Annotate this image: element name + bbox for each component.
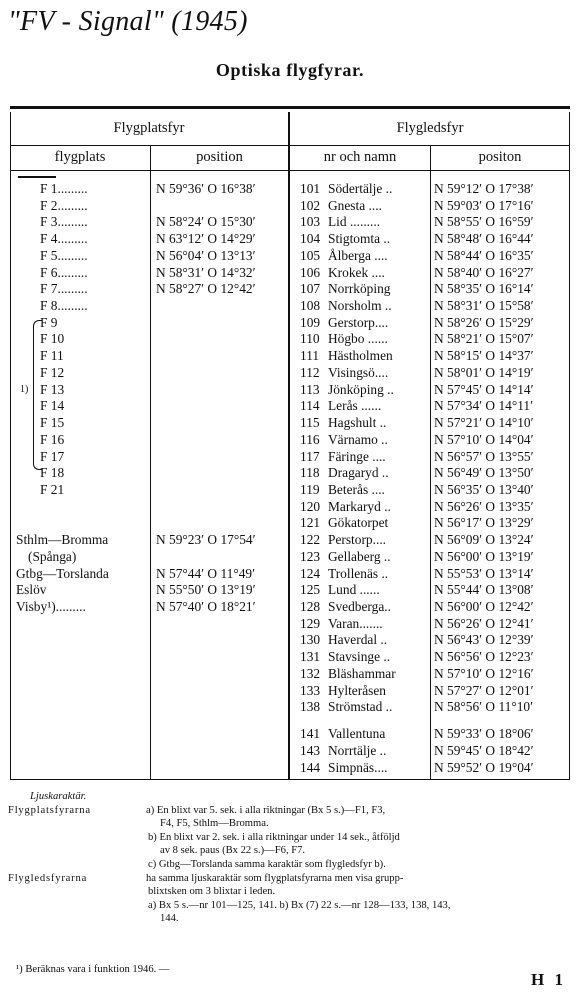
beacon-number: 128	[300, 599, 321, 614]
flygplatsfyr-row	[10, 415, 288, 432]
beacon-position: N 56°00′ O 13°19′	[434, 548, 534, 564]
page-title: "FV - Signal" (1945)	[8, 6, 248, 37]
flygplatsfyr-row	[10, 214, 288, 231]
beacon-name: Varan.......	[328, 615, 383, 631]
beacon-number: 111	[300, 348, 320, 364]
beacon-name: Perstorp....	[328, 532, 387, 548]
flygplats-name: F 12	[40, 364, 65, 380]
beacon-position: N 59°45′ O 18°42′	[434, 742, 534, 758]
civil-airport-row	[10, 599, 288, 616]
beacon-name: Svedberga..	[328, 599, 391, 614]
beacon-position: N 56°00′ O 12°42′	[434, 599, 534, 614]
beacon-name: Lund ......	[328, 582, 380, 598]
beacon-name: Visingsö....	[328, 364, 389, 380]
note-fl-ab: a) Bx 5 s.—nr 101—125, 141. b) Bx (7) 22 s.—nr 128—133, 138, 143,	[148, 899, 451, 911]
beacon-position: N 57°21′ O 14°10′	[434, 415, 534, 431]
beacon-position: N 57°27′ O 12°01′	[434, 682, 534, 698]
flygledsfyr-row	[290, 726, 570, 743]
flygledsfyr-row	[290, 231, 570, 248]
beacon-name: Dragaryd ..	[328, 465, 389, 481]
beacon-number: 124	[300, 565, 321, 581]
header-rule-2	[10, 170, 570, 171]
airport-position: N 59°23′ O 17°54′	[156, 532, 256, 548]
beacon-position: N 59°52′ O 19°04′	[434, 759, 534, 775]
beacon-table	[10, 112, 570, 780]
flygplats-position: N 58°27′ O 12°42′	[156, 281, 256, 297]
flygledsfyr-row	[290, 281, 570, 298]
flygledsfyr-row	[290, 265, 570, 282]
beacon-number: 120	[300, 498, 321, 514]
beacon-name: Gellaberg ..	[328, 548, 391, 564]
flygplats-position: N 56°04′ O 13°13′	[156, 247, 256, 263]
beacon-position: N 56°09′ O 13°24′	[434, 532, 534, 548]
beacon-position: N 56°49′ O 13°50′	[434, 465, 534, 481]
beacon-name: Strömstad ..	[328, 699, 393, 715]
flygledsfyr-row	[290, 566, 570, 583]
beacon-position: N 58°44′ O 16°35′	[434, 247, 534, 263]
flygplatsfyr-row	[10, 382, 288, 399]
flygledsfyr-row	[290, 666, 570, 683]
flygledsfyr-row	[290, 331, 570, 348]
flygledsfyr-row	[290, 499, 570, 516]
top-rule	[10, 106, 570, 109]
flygledsfyr-row	[290, 532, 570, 549]
flygledsfyr-row	[290, 599, 570, 616]
airport-name: Gtbg—Torslanda	[16, 565, 109, 581]
flygledsfyr-row	[290, 743, 570, 760]
flygplatsfyr-row	[10, 298, 288, 315]
beacon-name: Hästholmen	[328, 348, 393, 364]
flygplats-name: F 18	[40, 465, 65, 481]
subtitle: Optiska flygfyrar.	[215, 60, 365, 80]
flygledsfyr-row	[290, 415, 570, 432]
flygplatsfyr-row	[10, 181, 288, 198]
header-rule-1	[10, 145, 570, 146]
bracket-footnote-mark: 1)	[20, 384, 29, 395]
beacon-position: N 58°40′ O 16°27′	[434, 264, 534, 280]
airport-name: Eslöv	[16, 582, 47, 598]
beacon-name: Värnamo ..	[328, 431, 388, 447]
flygplatsfyr-row	[10, 231, 288, 248]
beacon-name: Hagshult ..	[328, 415, 387, 431]
flygplatsfyr-row	[10, 449, 288, 466]
beacon-position: N 58°31′ O 15°58′	[434, 298, 534, 314]
beacon-position: N 58°56′ O 11°10′	[434, 699, 534, 715]
beacon-number: 109	[300, 314, 321, 330]
beacon-position: N 57°34′ O 14°11′	[434, 398, 534, 414]
beacon-name: Hylteråsen	[328, 682, 387, 698]
beacon-position: N 58°26′ O 15°29′	[434, 314, 534, 330]
flygplats-name: F 5.........	[40, 247, 88, 263]
beacon-number: 119	[300, 481, 320, 497]
flygplats-position: N 58°24′ O 15°30′	[156, 214, 256, 230]
flygledsfyr-row	[290, 382, 570, 399]
note-fp-c: c) Gtbg—Torslanda samma karaktär som flygledsfyr b).	[148, 858, 386, 870]
beacon-name: Simpnäs....	[328, 759, 388, 775]
flygledsfyr-row	[290, 582, 570, 599]
beacon-name: Jönköping ..	[328, 381, 394, 397]
note-fl-ab2: 144.	[160, 913, 179, 925]
flygplats-name: F 7.........	[40, 281, 88, 297]
flygledsfyr-row	[290, 248, 570, 265]
beacon-position: N 56°17′ O 13°29′	[434, 515, 534, 531]
beacon-number: 101	[300, 181, 321, 196]
note-flygplatsfyrarna-a	[8, 804, 568, 818]
beacon-number: 138	[300, 699, 321, 715]
beacon-number: 116	[300, 431, 320, 447]
beacon-name: Södertälje ..	[328, 181, 393, 196]
note-fp-a: a) En blixt var 5. sek. i alla riktningar (Bx 5 s.)—F1, F3,	[146, 804, 386, 816]
beacon-position: N 56°26′ O 13°35′	[434, 498, 534, 514]
beacon-name: Norrköping	[328, 281, 391, 297]
beacon-name: Trollenäs ..	[328, 565, 389, 581]
footnote-bracket	[33, 320, 42, 470]
note-label-flygplatsfyrarna: Flygplatsfyrarna	[8, 804, 91, 816]
note-fp-b2: av 8 sek. paus (Bx 22 s.)—F6, F7.	[160, 845, 306, 857]
beacon-name: Stigtomta ..	[328, 231, 391, 247]
flygplatsfyr-row	[10, 265, 288, 282]
airport-name: Sthlm—Bromma	[16, 532, 109, 548]
beacon-number: 131	[300, 649, 321, 665]
flygplats-name: F 11	[40, 348, 64, 364]
beacon-name: Lerås ......	[328, 398, 382, 414]
beacon-position: N 58°15′ O 14°37′	[434, 348, 534, 364]
beacon-position: N 58°01′ O 14°19′	[434, 364, 534, 380]
flygledsfyr-row	[290, 348, 570, 365]
beacon-number: 129	[300, 615, 321, 631]
beacon-position: N 58°35′ O 16°14′	[434, 281, 534, 297]
beacon-number: 141	[300, 726, 321, 742]
beacon-position: N 59°12′ O 17°38′	[434, 181, 534, 196]
beacon-number: 143	[300, 742, 321, 758]
airport-position: N 57°44′ O 11°49′	[156, 565, 256, 581]
beacon-number: 107	[300, 281, 321, 297]
beacon-number: 105	[300, 247, 321, 263]
flygplats-name: F 13	[40, 381, 65, 397]
beacon-name: Högbo ......	[328, 331, 388, 347]
header-nr-namn: nr och namn	[323, 149, 397, 165]
beacon-number: 118	[300, 465, 320, 481]
airport-name: Visby¹).........	[16, 599, 86, 614]
beacon-name: Norsholm ..	[328, 298, 392, 314]
beacon-number: 114	[300, 398, 320, 414]
beacon-number: 125	[300, 582, 321, 598]
beacon-position: N 57°45′ O 14°14′	[434, 381, 534, 397]
beacon-position: N 56°43′ O 12°39′	[434, 632, 534, 648]
beacon-name: Norrtälje ..	[328, 742, 387, 758]
flygledsfyr-row	[290, 432, 570, 449]
flygplats-short-rule	[18, 176, 56, 178]
beacon-name: Stavsinge ..	[328, 649, 391, 665]
beacon-name: Bläshammar	[328, 665, 396, 681]
header-positon: positon	[478, 149, 522, 165]
flygplats-name: F 6.........	[40, 264, 88, 280]
flygledsfyr-row	[290, 181, 570, 198]
beacon-number: 132	[300, 665, 321, 681]
beacon-number: 133	[300, 682, 321, 698]
flygledsfyr-row	[290, 465, 570, 482]
civil-airport-row	[10, 549, 288, 566]
civil-airport-row	[10, 566, 288, 583]
flygledsfyr-row	[290, 198, 570, 215]
beacon-name: Gerstorp....	[328, 314, 389, 330]
flygplatsfyr-row	[10, 398, 288, 415]
flygplats-name: F 17	[40, 448, 65, 464]
flygplats-name: F 14	[40, 398, 65, 414]
beacon-number: 117	[300, 448, 320, 464]
flygledsfyr-row	[290, 616, 570, 633]
note-fl-text2: blixtsken om 3 blixtar i leden.	[148, 886, 276, 898]
flygplats-name: F 3.........	[40, 214, 88, 230]
flygplatsfyr-row	[10, 482, 288, 499]
flygledsfyr-row	[290, 683, 570, 700]
notes-heading: Ljuskaraktär.	[30, 791, 87, 802]
flygplatsfyr-row	[10, 432, 288, 449]
flygplats-name: F 1.........	[40, 181, 88, 196]
flygledsfyr-row	[290, 632, 570, 649]
flygplats-position: N 63°12′ O 14°29′	[156, 231, 256, 247]
flygplats-name: F 10	[40, 331, 65, 347]
beacon-name: Vallentuna	[328, 726, 386, 742]
flygplatsfyr-row	[10, 198, 288, 215]
beacon-number: 102	[300, 197, 321, 213]
flygplatsfyr-row	[10, 365, 288, 382]
beacon-number: 112	[300, 364, 320, 380]
airport-name: (Spånga)	[28, 548, 77, 564]
beacon-number: 104	[300, 231, 321, 247]
beacon-position: N 58°55′ O 16°59′	[434, 214, 534, 230]
table-bottom-rule	[10, 779, 570, 780]
flygplats-name: F 21	[40, 481, 65, 497]
beacon-position: N 59°33′ O 18°06′	[434, 726, 534, 742]
note-fl-text: ha samma ljuskaraktär som flygplatsfyrarna men visa grupp-	[146, 872, 404, 884]
beacon-position: N 56°35′ O 13°40′	[434, 481, 534, 497]
beacon-name: Markaryd ..	[328, 498, 391, 514]
beacon-position: N 57°10′ O 14°04′	[434, 431, 534, 447]
beacon-number: 110	[300, 331, 320, 347]
civil-airport-row	[10, 582, 288, 599]
beacon-name: Gökatorpet	[328, 515, 389, 531]
header-flygplats: flygplats	[54, 149, 106, 165]
note-label-flygledsfyrarna: Flygledsfyrarna	[8, 872, 88, 884]
header-flygplatsfyr: Flygplatsfyr	[113, 120, 185, 136]
beacon-name: Färinge ....	[328, 448, 386, 464]
header-position: position	[196, 149, 243, 165]
flygplats-name: F 2.........	[40, 197, 88, 213]
flygplats-position: N 58°31′ O 14°32′	[156, 264, 256, 280]
beacon-position: N 58°48′ O 16°44′	[434, 231, 534, 247]
flygplats-position: N 59°36′ O 16°38′	[156, 181, 256, 196]
beacon-position: N 57°10′ O 12°16′	[434, 665, 534, 681]
beacon-number: 115	[300, 415, 320, 431]
beacon-number: 113	[300, 381, 320, 397]
flygplatsfyr-row	[10, 465, 288, 482]
flygledsfyr-row	[290, 214, 570, 231]
beacon-number: 103	[300, 214, 321, 230]
beacon-position: N 55°44′ O 13°08′	[434, 582, 534, 598]
beacon-name: Krokek ....	[328, 264, 385, 280]
beacon-position: N 56°56′ O 12°23′	[434, 649, 534, 665]
civil-airport-row	[10, 532, 288, 549]
beacon-name: Beterås ....	[328, 481, 385, 497]
flygledsfyr-row	[290, 649, 570, 666]
flygplatsfyr-row	[10, 248, 288, 265]
airport-position: N 57°40′ O 18°21′	[156, 599, 256, 614]
page-code: H 1	[531, 970, 566, 989]
beacon-name: Haverdal ..	[328, 632, 388, 648]
beacon-number: 130	[300, 632, 321, 648]
flygledsfyr-row	[290, 760, 570, 777]
flygledsfyr-row	[290, 365, 570, 382]
beacon-number: 144	[300, 759, 321, 775]
beacon-position: N 56°26′ O 12°41′	[434, 615, 534, 631]
note-flygledsfyrarna	[8, 872, 568, 886]
beacon-number: 123	[300, 548, 321, 564]
header-flygledsfyr: Flygledsfyr	[396, 120, 464, 136]
flygplats-name: F 16	[40, 431, 65, 447]
flygplats-name: F 9	[40, 314, 58, 330]
flygplats-name: F 8.........	[40, 298, 88, 314]
flygplatsfyr-row	[10, 315, 288, 332]
beacon-position: N 55°53′ O 13°14′	[434, 565, 534, 581]
beacon-number: 108	[300, 298, 321, 314]
flygplatsfyr-row	[10, 348, 288, 365]
beacon-number: 122	[300, 532, 321, 548]
flygledsfyr-row	[290, 699, 570, 716]
beacon-position: N 56°57′ O 13°55′	[434, 448, 534, 464]
flygledsfyr-row	[290, 515, 570, 532]
beacon-position: N 59°03′ O 17°16′	[434, 197, 534, 213]
flygledsfyr-row	[290, 315, 570, 332]
flygplats-name: F 15	[40, 415, 65, 431]
beacon-number: 121	[300, 515, 321, 531]
note-fp-a2: F4, F5, Sthlm—Bromma.	[160, 818, 269, 830]
beacon-name: Ålberga ....	[328, 247, 388, 263]
flygplatsfyr-row	[10, 331, 288, 348]
airport-position: N 55°50′ O 13°19′	[156, 582, 256, 598]
note-fp-b: b) En blixt var 2. sek. i alla riktningar under 14 sek., åtföljd	[148, 831, 400, 843]
light-character-notes	[8, 790, 568, 926]
beacon-position: N 58°21′ O 15°07′	[434, 331, 534, 347]
beacon-name: Gnesta ....	[328, 197, 382, 213]
flygledsfyr-row	[290, 398, 570, 415]
flygledsfyr-row	[290, 449, 570, 466]
flygplats-name: F 4.........	[40, 231, 88, 247]
beacon-number: 106	[300, 264, 321, 280]
footnote: ¹) Beräknas vara i funktion 1946. —	[16, 964, 170, 975]
beacon-name: Lid .........	[328, 214, 381, 230]
flygledsfyr-row	[290, 298, 570, 315]
flygplatsfyr-row	[10, 281, 288, 298]
flygledsfyr-row	[290, 549, 570, 566]
flygledsfyr-row	[290, 482, 570, 499]
